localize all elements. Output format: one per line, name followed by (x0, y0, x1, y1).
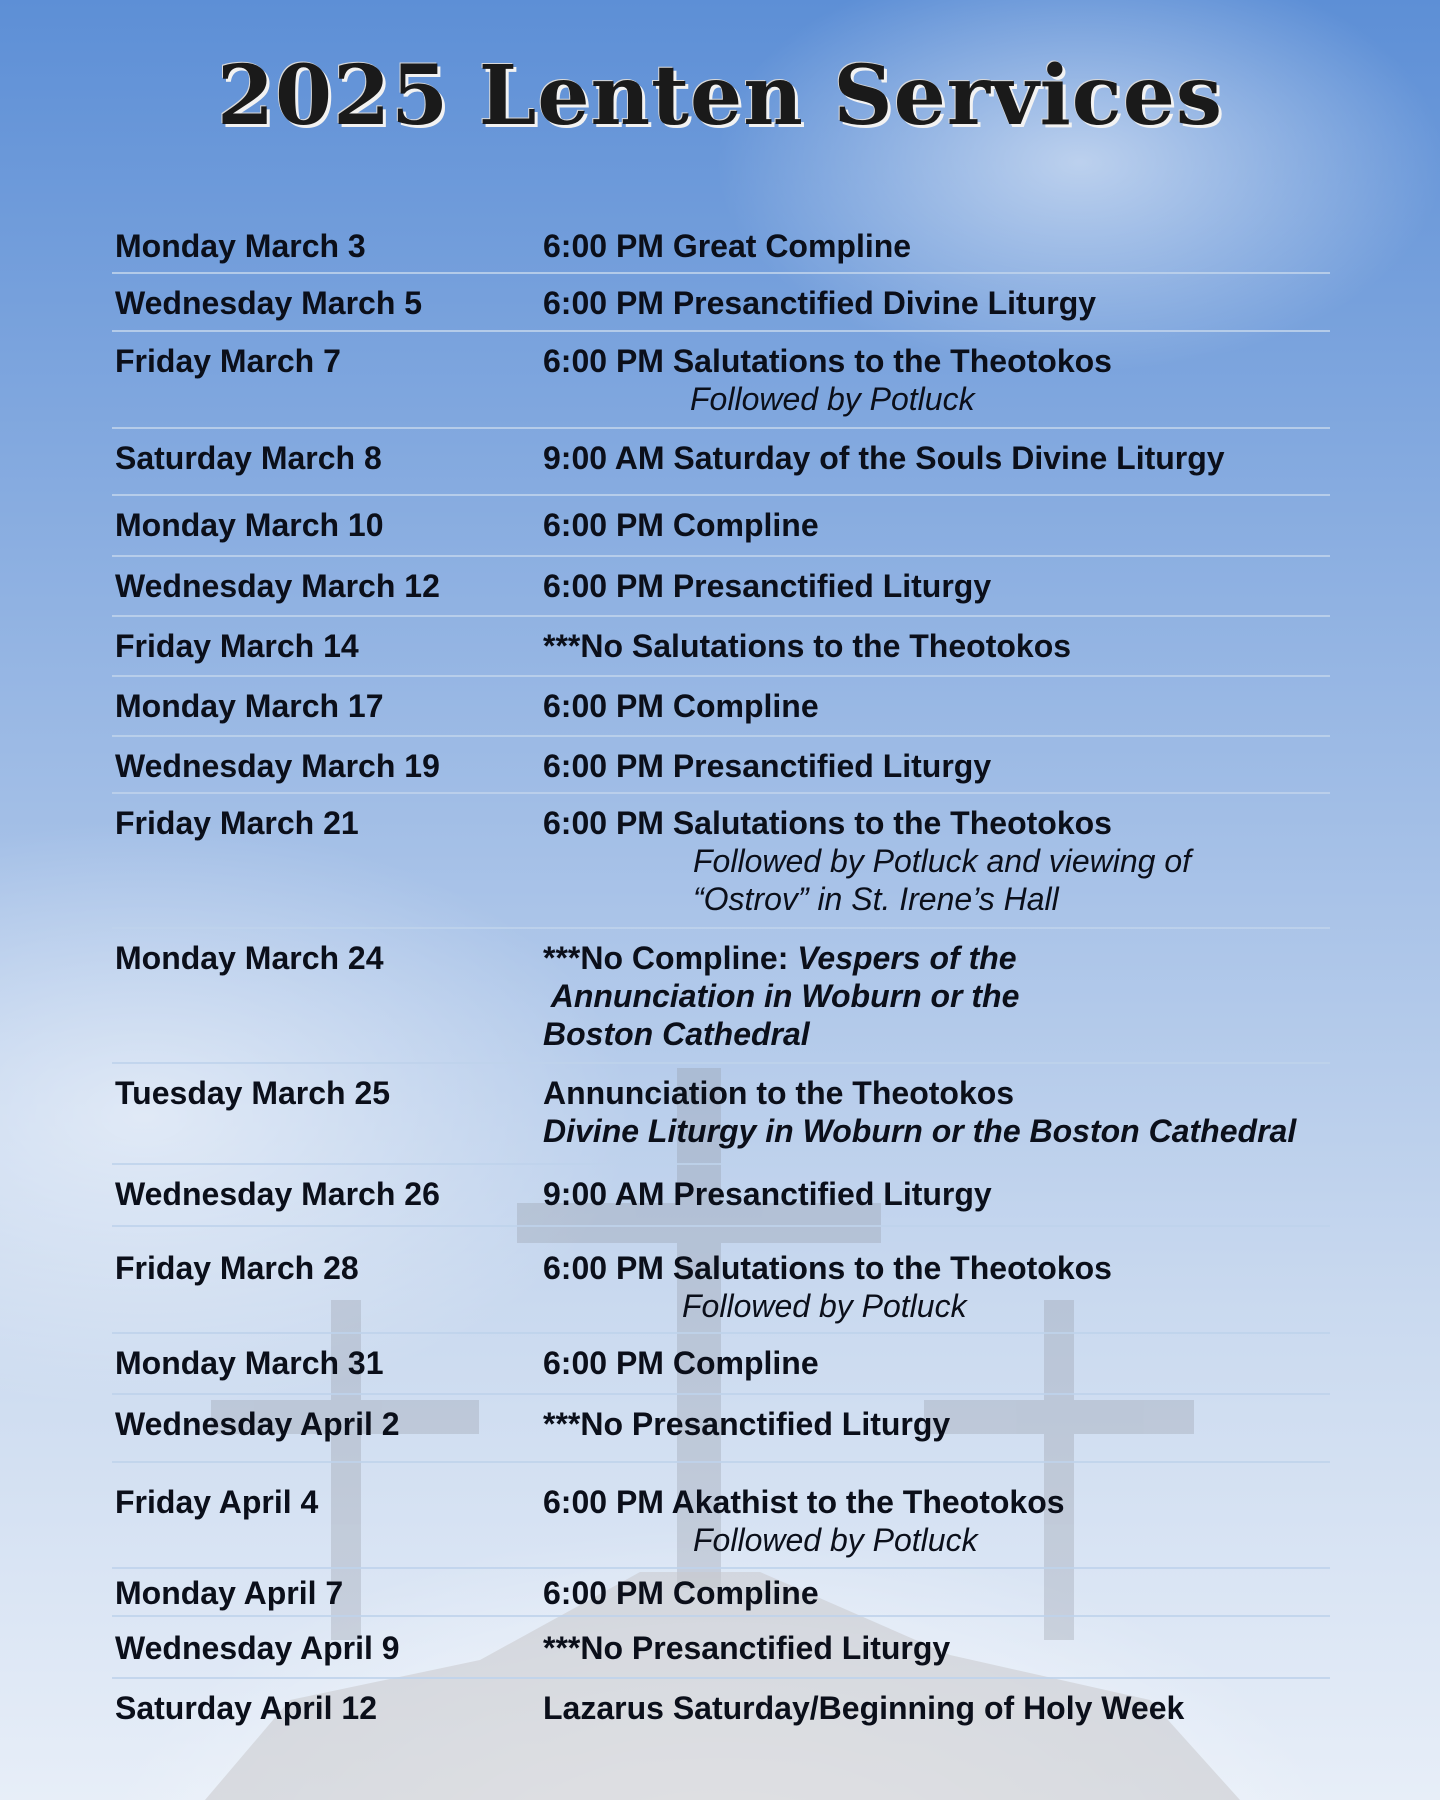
schedule-row (112, 1463, 1330, 1569)
service-date: Saturday April 12 (115, 1690, 378, 1726)
service-description: Annunciation to the Theotokos (543, 1075, 1015, 1111)
service-schedule (112, 217, 1330, 1739)
schedule-row (112, 677, 1330, 737)
service-date: Friday March 28 (115, 1250, 359, 1286)
schedule-row (112, 617, 1330, 677)
service-description: 9:00 AM Presanctified Liturgy (543, 1176, 992, 1212)
service-date: Monday March 3 (115, 228, 366, 264)
schedule-row (112, 1165, 1330, 1227)
schedule-row (112, 332, 1330, 429)
schedule-row (112, 1334, 1330, 1395)
schedule-row (112, 429, 1330, 496)
service-date: Wednesday March 19 (115, 748, 440, 784)
service-date: Saturday March 8 (115, 440, 382, 476)
service-date: Monday March 10 (115, 507, 384, 543)
service-note: Followed by Potluck (682, 1288, 967, 1324)
service-description: 9:00 AM Saturday of the Souls Divine Liturgy (543, 440, 1225, 476)
service-date: Wednesday April 9 (115, 1630, 400, 1666)
service-description (543, 939, 1330, 977)
schedule-row (112, 274, 1330, 332)
service-description: 6:00 PM Compline (543, 1575, 819, 1611)
service-description: ***No Salutations to the Theotokos (543, 628, 1072, 664)
service-date: Monday March 17 (115, 688, 384, 724)
service-date: Tuesday March 25 (115, 1075, 391, 1111)
service-note: Followed by Potluck and viewing of (693, 843, 1192, 879)
schedule-row (112, 737, 1330, 794)
service-date: Friday April 4 (115, 1484, 319, 1520)
service-description: 6:00 PM Akathist to the Theotokos (543, 1484, 1065, 1520)
service-date: Monday March 24 (115, 940, 384, 976)
schedule-row (112, 496, 1330, 557)
service-date: Friday March 14 (115, 628, 359, 664)
schedule-row (112, 1395, 1330, 1463)
service-description: ***No Presanctified Liturgy (543, 1406, 951, 1442)
service-label: ***No Compline: (543, 940, 798, 976)
service-description: 6:00 PM Salutations to the Theotokos (543, 343, 1112, 379)
service-emphasis: Vespers of the (797, 940, 1017, 976)
schedule-row (112, 1617, 1330, 1679)
service-date: Wednesday March 12 (115, 568, 440, 604)
service-date: Friday March 21 (115, 805, 359, 841)
service-description: 6:00 PM Great Compline (543, 228, 912, 264)
service-date: Monday April 7 (115, 1575, 344, 1611)
service-description: 6:00 PM Presanctified Liturgy (543, 568, 992, 604)
service-date: Friday March 7 (115, 343, 341, 379)
schedule-row (112, 1064, 1330, 1165)
service-date: Wednesday March 26 (115, 1176, 440, 1212)
service-note: Followed by Potluck (693, 1522, 978, 1558)
service-date: Monday March 31 (115, 1345, 384, 1381)
service-description: 6:00 PM Compline (543, 688, 819, 724)
schedule-row (112, 794, 1330, 929)
service-detail: Divine Liturgy in Woburn or the Boston Cathedral (543, 1113, 1297, 1149)
service-date: Wednesday April 2 (115, 1406, 400, 1442)
schedule-row (112, 1679, 1330, 1739)
page-title: 2025 Lenten Services (216, 48, 1224, 144)
schedule-row (112, 929, 1330, 1064)
service-note: Followed by Potluck (690, 381, 975, 417)
service-description: 6:00 PM Compline (543, 507, 819, 543)
schedule-row (112, 1569, 1330, 1617)
service-description: 6:00 PM Salutations to the Theotokos (543, 805, 1112, 841)
service-date: Wednesday March 5 (115, 285, 423, 321)
service-description: ***No Presanctified Liturgy (543, 1630, 951, 1666)
service-description: 6:00 PM Presanctified Divine Liturgy (543, 285, 1097, 321)
service-description: 6:00 PM Presanctified Liturgy (543, 748, 992, 784)
service-detail: Annunciation in Woburn or the (543, 978, 1020, 1014)
schedule-row (112, 1227, 1330, 1334)
schedule-row (112, 557, 1330, 617)
service-description: 6:00 PM Compline (543, 1345, 819, 1381)
service-note: “Ostrov” in St. Irene’s Hall (693, 881, 1059, 917)
service-description: 6:00 PM Salutations to the Theotokos (543, 1250, 1112, 1286)
service-detail: Boston Cathedral (543, 1016, 810, 1052)
schedule-row (112, 217, 1330, 274)
service-description: Lazarus Saturday/Beginning of Holy Week (543, 1690, 1185, 1726)
